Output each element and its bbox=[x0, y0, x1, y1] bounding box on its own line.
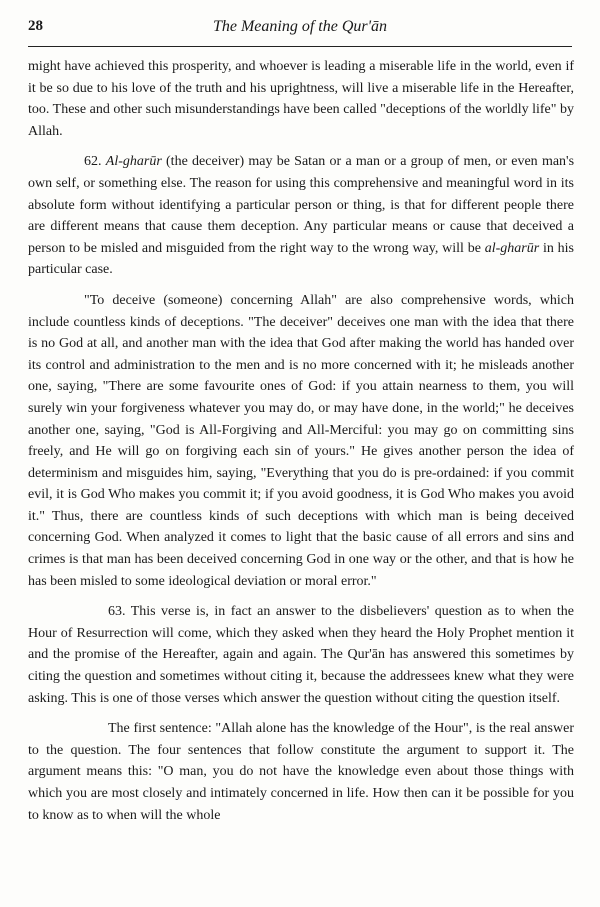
paragraph-continuation: might have achieved this prosperity, and whoever is leading a miserable life in the world, even if it be so due to his love of the truth and his uprightness, will live a miserable life in the Hereafter, too. These and other such misunderstandings have been called "deceptions of the worldly life" by Allah. bbox=[28, 59, 574, 139]
page-header bbox=[28, 12, 572, 42]
note-62-lead: 62. bbox=[84, 154, 106, 170]
paragraph-note-62 bbox=[28, 151, 574, 281]
note-62-term-2: al-gharūr bbox=[484, 240, 540, 256]
running-title: The Meaning of the Qur'ān bbox=[212, 18, 388, 35]
paragraph-first-sentence: The first sentence: "Allah alone has the knowledge of the Hour", is the real answer to the question. The four sentences that follow constitute the argument to support it. The argument means this: "O man, you do not have the knowledge even about those things with which you are most closely and intimately concerned in life. How then can it be possible for you to know as to when will the whole bbox=[28, 721, 574, 823]
note-62-tail: in his particular case. bbox=[28, 240, 574, 278]
note-62-term: Al-gharūr bbox=[105, 154, 162, 170]
page-number: 28 bbox=[28, 18, 43, 34]
paragraph-deceive-concerning-allah: "To deceive (someone) concerning Allah" are also comprehensive words, which include countless kinds of deceptions. "The deceiver" deceives one man with the idea that there is no God at all, and another man with the idea that God after making the world has handed over its control and administration to the men and is no more concerned with it; he misleads another one, saying, "There are some favourite ones of God: if you attain nearness to them, you will surely win your forgiveness whatever you may do, or may have done, in the world;" he deceives another one, saying, "God is All-Forgiving and All-Merciful: you may go on committing sins freely, and He will go on forgiving each sin of yours." He gives another person the idea of determinism and misguides him, saying, "Everything that you do is pre-ordained: if you commit evil, it is God Who makes you commit it; if you avoid goodness, it is God Who makes you avoid it." Thus, there are countless kinds of such deceptions with which man is being deceived concerning God. When analyzed it comes to light that the basic cause of all errors and sins and crimes is that man has been deceived concerning God in one way or the other, and that is how he has been misled to some ideological deviation or moral error." bbox=[28, 292, 574, 589]
page-body bbox=[28, 56, 574, 835]
paragraph-note-63: 63. This verse is, in fact an answer to the disbelievers' question as to when the Hour of Resurrection will come, which they asked when they heard the Holy Prophet mention it and the promise of the Hereafter, again and again. The Qur'ān has answered this sometimes by citing the question and sometimes without citing it, because the addressees knew what they were asking. This is one of those verses which answer the question without citing the question itself. bbox=[28, 604, 574, 706]
header-rule bbox=[28, 46, 572, 47]
note-62-body: (the deceiver) may be Satan or a man or a group of men, or even man's own self, or something else. The reason for using this comprehensive and meaningful word in its absolute form without identifying a particular person or thing, is that for different people there are different means that cause them deception. Any particular means or cause that deceived a person to be misled and misguided from the right way to the wrong way, will be bbox=[28, 154, 575, 256]
